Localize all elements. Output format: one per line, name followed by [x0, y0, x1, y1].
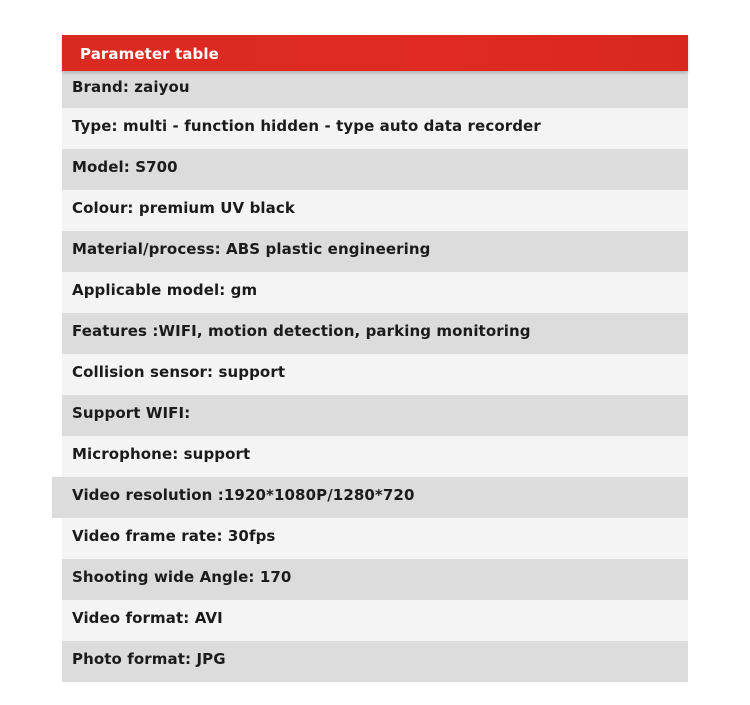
table-row [62, 231, 688, 272]
row-type: Type: multi - function hidden - type auto data recorder [72, 117, 541, 135]
table-row [62, 600, 688, 641]
row-collision-sensor: Collision sensor: support [72, 363, 286, 381]
row-support-wifi: Support WIFI: [72, 404, 191, 422]
table-row [62, 395, 688, 436]
row-applicable-model: Applicable model: gm [72, 281, 258, 299]
table-row [62, 641, 688, 682]
row-microphone: Microphone: support [72, 445, 251, 463]
parameter-table [62, 35, 688, 682]
row-photo-format: Photo format: JPG [72, 650, 226, 668]
table-row [62, 313, 688, 354]
table-row [62, 559, 688, 600]
table-row [62, 518, 688, 559]
row-model: Model: S700 [72, 158, 178, 176]
table-row [62, 71, 688, 108]
row-shooting-angle: Shooting wide Angle: 170 [72, 568, 292, 586]
table-row [62, 272, 688, 313]
row-video-format: Video format: AVI [72, 609, 223, 627]
table-row [62, 108, 688, 149]
row-video-resolution: Video resolution :1920*1080P/1280*720 [72, 486, 415, 504]
table-title: Parameter table [80, 45, 219, 63]
row-features: Features :WIFI, motion detection, parking monitoring [72, 322, 531, 340]
table-row [62, 436, 688, 477]
row-material: Material/process: ABS plastic engineering [72, 240, 431, 258]
table-header [62, 35, 688, 71]
row-video-frame-rate: Video frame rate: 30fps [72, 527, 276, 545]
table-row [62, 190, 688, 231]
row-brand: Brand: zaiyou [72, 78, 190, 96]
table-rows [62, 71, 688, 682]
row-colour: Colour: premium UV black [72, 199, 295, 217]
table-row [62, 354, 688, 395]
table-row [62, 149, 688, 190]
table-row [52, 477, 688, 518]
